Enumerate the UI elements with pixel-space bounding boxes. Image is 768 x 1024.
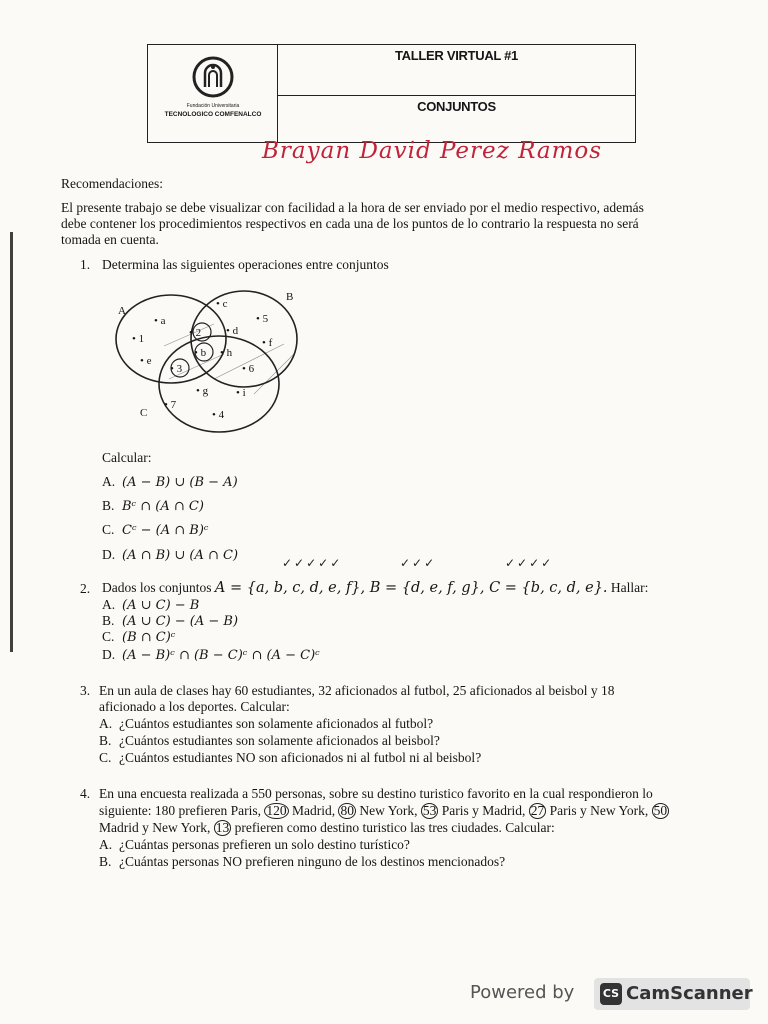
venn-element: • h	[220, 347, 233, 359]
question-3-number: 3.	[80, 683, 91, 698]
venn-label-c: C	[140, 407, 148, 419]
q2-option: C. (B ∩ C)ᶜ	[102, 629, 176, 645]
q1-option: D. (A ∩ B) ∪ (A ∩ C)	[102, 547, 239, 563]
title-cell	[278, 45, 635, 96]
recommendations-heading: Recomendaciones:	[61, 176, 163, 191]
question-4-number: 4.	[80, 786, 91, 801]
venn-label-b: B	[286, 291, 294, 303]
camscanner-watermark	[470, 976, 753, 1012]
q1-option: C. Cᶜ − (A ∩ B)ᶜ	[102, 522, 209, 538]
circled-number: 50	[653, 803, 668, 818]
recommendations-line-2: debe contener los procedimientos respectivos en cada una de los puntos de lo contrario la respuesta no será	[61, 216, 639, 231]
venn-element: • e	[140, 355, 152, 367]
recommendations-line-1: El presente trabajo se debe visualizar con facilidad a la hora de ser enviado por el medio respectivo, además	[61, 200, 644, 215]
camscanner-badge	[594, 978, 753, 1010]
header-table	[147, 44, 636, 143]
venn-element: • 5	[256, 313, 269, 325]
question-4-line-3: Madrid y New York, 13 prefieren como destino turistico las tres ciudades. Calcular:	[99, 820, 555, 835]
q4-option: B. ¿Cuántas personas NO prefieren ninguno de los destinos mencionados?	[99, 854, 506, 869]
document-title: TALLER VIRTUAL #1	[395, 48, 518, 63]
venn-element: • d	[226, 325, 239, 337]
q3-option: A. ¿Cuántos estudiantes son solamente aficionados al futbol?	[99, 716, 434, 731]
question-1-number: 1.	[80, 257, 91, 272]
venn-element: • c	[216, 298, 228, 310]
logo-caption: TECNOLOGICO COMFENALCO	[164, 111, 262, 118]
institution-logo-icon	[192, 55, 234, 99]
scan-edge-shadow	[10, 232, 13, 652]
subtitle-cell	[278, 96, 635, 142]
recommendations-line-3: tomada en cuenta.	[61, 232, 159, 247]
q3-option: B. ¿Cuántos estudiantes son solamente aficionados al beisbol?	[99, 733, 440, 748]
venn-element: • a	[154, 315, 166, 327]
venn-element: • 7	[164, 399, 177, 411]
venn-element: • f	[262, 337, 273, 349]
q2-option: B. (A ∪ C) − (A − B)	[102, 613, 239, 629]
circled-number: 13	[215, 820, 230, 835]
q2-option: A. (A ∪ C) − B	[102, 597, 200, 613]
handwritten-student-name: Brayan David Perez Ramos	[262, 138, 603, 164]
circled-number: 80	[340, 803, 354, 818]
document-subtitle: CONJUNTOS	[417, 99, 496, 114]
question-4-line-2: siguiente: 180 prefieren Paris, 120 Madrid, 80 New York, 53 Paris y Madrid, 27 Paris y New York, 50	[99, 803, 668, 818]
logo-cell	[148, 45, 278, 142]
powered-by-text: Powered by	[470, 982, 575, 1003]
q3-option: C. ¿Cuántos estudiantes NO son aficionados ni al futbol ni al beisbol?	[99, 750, 482, 765]
circled-number: 53	[422, 803, 437, 818]
question-2-number: 2.	[80, 581, 91, 596]
q2-option: D. (A − B)ᶜ ∩ (B − C)ᶜ ∩ (A − C)ᶜ	[102, 647, 320, 663]
question-1-prompt: Determina las siguientes operaciones entre conjuntos	[102, 257, 389, 272]
venn-element: • 4	[212, 409, 225, 421]
venn-diagram	[104, 284, 304, 444]
question-3-line-1: En un aula de clases hay 60 estudiantes, 32 aficionados al futbol, 25 aficionados al beisbol y 18	[99, 683, 615, 698]
q2-sets: A = {a, b, c, d, e, f}, B = {d, e, f, g}, C = {b, c, d, e}.	[214, 580, 608, 596]
venn-element: • 2	[189, 327, 202, 339]
camscanner-brand: CamScanner	[626, 983, 753, 1004]
q1-option: B. Bᶜ ∩ (A ∩ C)	[102, 498, 204, 514]
venn-element: • i	[236, 387, 246, 399]
venn-element: • g	[196, 385, 209, 397]
handwritten-checkmarks: ✓✓✓✓✓	[282, 556, 343, 570]
question-3-line-2: aficionado a los deportes. Calcular:	[99, 699, 290, 714]
question-4-line-1: En una encuesta realizada a 550 personas, sobre su destino turistico favorito en la cual respondieron lo	[99, 786, 653, 801]
q1-calc-label: Calcular:	[102, 450, 152, 465]
question-2-prompt: Dados los conjuntos A = {a, b, c, d, e, f}, B = {d, e, f, g}, C = {b, c, d, e}. Hallar:	[102, 580, 649, 596]
circled-number: 120	[266, 803, 287, 818]
q4-option: A. ¿Cuántas personas prefieren un solo destino turístico?	[99, 837, 410, 852]
camscanner-logo-icon: CS	[600, 983, 622, 1005]
handwritten-checkmarks: ✓✓✓	[400, 556, 437, 570]
venn-element: • 1	[132, 333, 145, 345]
circled-number: 27	[530, 803, 545, 818]
venn-element: • b	[194, 347, 207, 359]
handwritten-checkmarks: ✓✓✓✓	[505, 556, 554, 570]
venn-element: • 6	[242, 363, 255, 375]
q1-option: A. (A − B) ∪ (B − A)	[102, 474, 238, 490]
venn-label-a: A	[118, 305, 126, 317]
venn-element: • 3	[170, 363, 183, 375]
logo-caption-small: Fundación Universitaria	[186, 103, 240, 109]
